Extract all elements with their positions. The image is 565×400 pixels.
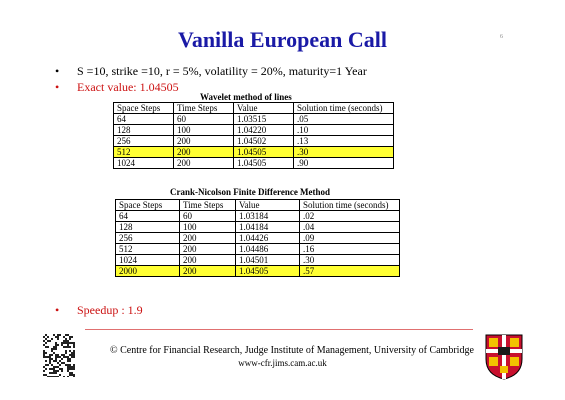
table-cell: 200 [180,266,236,277]
qr-code-icon [42,333,75,377]
table-cell: .10 [294,125,394,136]
table-row [116,266,400,277]
table-cell: 200 [180,255,236,266]
table-cell: .30 [300,255,400,266]
table-cell: 256 [114,136,174,147]
crank-nicolson-table [115,199,400,277]
table-cell: 64 [114,114,174,125]
table-cell: .02 [300,211,400,222]
bullet-dot: • [55,303,60,317]
bullet-exact-value [55,80,179,95]
table-cell: 200 [174,158,234,169]
table-cell: 1024 [114,158,174,169]
table-cell: 128 [116,222,180,233]
table-cell: .57 [300,266,400,277]
table-cell: 512 [114,147,174,158]
table-cell: 200 [174,136,234,147]
table-cell: 200 [174,147,234,158]
exact-value-text: Exact value: 1.04505 [77,80,179,94]
parameters-text: S =10, strike =10, r = 5%, volatility = 20%, maturity=1 Year [77,64,367,78]
table-cell: 1.04501 [236,255,300,266]
table-cell: 60 [174,114,234,125]
table-row [114,158,394,169]
table-row [114,136,394,147]
table-cell: 1024 [116,255,180,266]
cambridge-crest-icon [484,333,524,381]
table-header-row [114,103,394,114]
table-cell: 1.03184 [236,211,300,222]
column-header: Time Steps [180,200,236,211]
table-cell: 1.04505 [234,147,294,158]
bullet-speedup [55,303,143,318]
table-cell: 60 [180,211,236,222]
footer-url: www-cfr.jims.cam.ac.uk [238,358,327,368]
column-header: Value [236,200,300,211]
table2-caption: Crank-Nicolson Finite Difference Method [170,187,331,197]
table-cell: .16 [300,244,400,255]
bullet-dot: • [55,64,60,78]
table-row [114,114,394,125]
table-cell: 2000 [116,266,180,277]
table-cell: 128 [114,125,174,136]
column-header: Solution time (seconds) [300,200,400,211]
table-cell: .05 [294,114,394,125]
column-header: Space Steps [114,103,174,114]
table-row [116,255,400,266]
table-cell: 200 [180,233,236,244]
table-cell: .09 [300,233,400,244]
table-row [116,233,400,244]
table-cell: .90 [294,158,394,169]
table-cell: 100 [180,222,236,233]
column-header: Value [234,103,294,114]
table1-caption: Wavelet method of lines [200,92,292,102]
table-cell: 200 [180,244,236,255]
page-number: 6 [500,34,503,40]
table-cell: 1.04502 [234,136,294,147]
table-cell: 1.04184 [236,222,300,233]
table-cell: 512 [116,244,180,255]
column-header: Solution time (seconds) [294,103,394,114]
table-cell: 256 [116,233,180,244]
table-cell: .30 [294,147,394,158]
table-cell: 100 [174,125,234,136]
table-row [116,244,400,255]
bullet-dot: • [55,80,60,94]
table-header-row [116,200,400,211]
table-cell: 1.04426 [236,233,300,244]
footer-divider [85,329,473,330]
table-row [114,125,394,136]
table-cell: 64 [116,211,180,222]
column-header: Time Steps [174,103,234,114]
table-cell: .13 [294,136,394,147]
table-cell: 1.03515 [234,114,294,125]
table-cell: 1.04505 [234,158,294,169]
bullet-parameters [55,64,367,79]
slide-title: Vanilla European Call [177,27,388,52]
wavelet-table [113,102,394,169]
table-cell: .04 [300,222,400,233]
table-cell: 1.04505 [236,266,300,277]
footer-copyright: © Centre for Financial Research, Judge Institute of Management, University of Cambridge [110,345,474,356]
table-cell: 1.04486 [236,244,300,255]
table-row [116,211,400,222]
table-row [114,147,394,158]
table-cell: 1.04220 [234,125,294,136]
column-header: Space Steps [116,200,180,211]
speedup-text: Speedup : 1.9 [77,303,143,317]
table-row [116,222,400,233]
